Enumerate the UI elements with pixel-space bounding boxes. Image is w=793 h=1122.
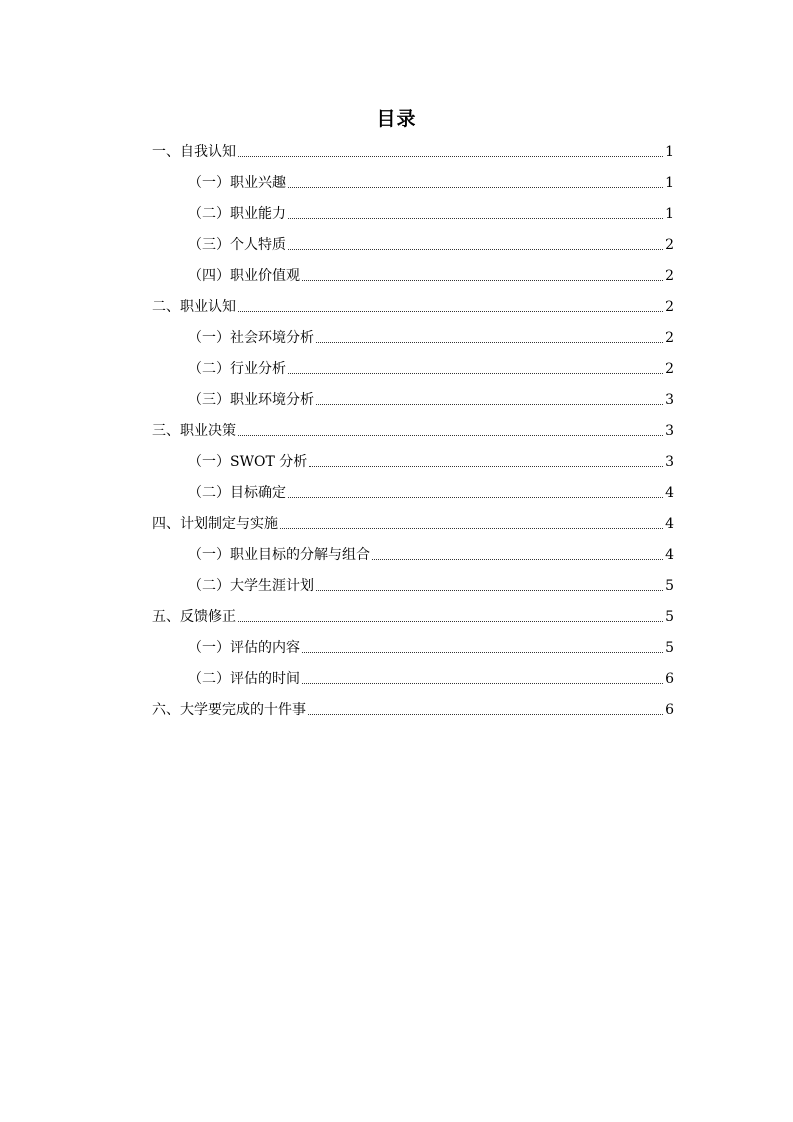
toc-dot-leader bbox=[238, 155, 663, 157]
toc-entry[interactable] bbox=[0, 384, 793, 415]
toc-entry[interactable] bbox=[0, 353, 793, 384]
toc-entry[interactable] bbox=[0, 291, 793, 322]
toc-page-number: 5 bbox=[665, 639, 674, 656]
toc-page-number: 3 bbox=[665, 422, 674, 439]
toc-entry-label: （一）SWOT 分析 bbox=[188, 453, 308, 470]
toc-dot-leader bbox=[288, 217, 663, 219]
toc-page-number: 4 bbox=[665, 546, 674, 563]
toc-dot-leader bbox=[372, 558, 663, 560]
toc-entry-label: 三、职业决策 bbox=[152, 422, 236, 439]
toc-page-number: 6 bbox=[665, 701, 674, 718]
toc-entry-label: （二）评估的时间 bbox=[188, 670, 300, 687]
toc-entry-label: （二）职业能力 bbox=[188, 205, 286, 222]
toc-entry-label: （二）目标确定 bbox=[188, 484, 286, 501]
toc-dot-leader bbox=[302, 279, 663, 281]
toc-entry[interactable] bbox=[0, 322, 793, 353]
toc-entry[interactable] bbox=[0, 415, 793, 446]
toc-entry[interactable] bbox=[0, 198, 793, 229]
toc-page-number: 2 bbox=[665, 236, 674, 253]
toc-dot-leader bbox=[308, 713, 663, 715]
toc-dot-leader bbox=[302, 682, 663, 684]
toc-dot-leader bbox=[288, 186, 663, 188]
toc-entry[interactable] bbox=[0, 539, 793, 570]
toc-dot-leader bbox=[280, 527, 663, 529]
toc-page-number: 3 bbox=[665, 391, 674, 408]
toc-entry-label: （一）职业兴趣 bbox=[188, 174, 286, 191]
toc-entry[interactable] bbox=[0, 694, 793, 725]
toc-dot-leader bbox=[316, 403, 663, 405]
toc-entry[interactable] bbox=[0, 601, 793, 632]
toc-dot-leader bbox=[238, 620, 663, 622]
toc-entry[interactable] bbox=[0, 136, 793, 167]
toc-entry[interactable] bbox=[0, 632, 793, 663]
toc-page-number: 5 bbox=[665, 577, 674, 594]
toc-entry-label: 六、大学要完成的十件事 bbox=[152, 701, 306, 718]
toc-entry-label: （一）职业目标的分解与组合 bbox=[188, 546, 370, 563]
toc-entry[interactable] bbox=[0, 260, 793, 291]
toc-entry[interactable] bbox=[0, 663, 793, 694]
toc-page-number: 4 bbox=[665, 484, 674, 501]
toc-entry-label: 一、自我认知 bbox=[152, 143, 236, 160]
toc-dot-leader bbox=[316, 341, 663, 343]
toc-entry-label: （一）评估的内容 bbox=[188, 639, 300, 656]
toc-dot-leader bbox=[288, 372, 663, 374]
toc-dot-leader bbox=[316, 589, 663, 591]
toc-entry-label: （三）职业环境分析 bbox=[188, 391, 314, 408]
toc-entry-label: 二、职业认知 bbox=[152, 298, 236, 315]
toc-page-number: 1 bbox=[665, 205, 674, 222]
toc-entry-label: 四、计划制定与实施 bbox=[152, 515, 278, 532]
toc-entry[interactable] bbox=[0, 446, 793, 477]
toc-entry-label: （二）行业分析 bbox=[188, 360, 286, 377]
toc-entry[interactable] bbox=[0, 508, 793, 539]
toc-entry[interactable] bbox=[0, 570, 793, 601]
toc-dot-leader bbox=[302, 651, 663, 653]
toc-entry-label: （一）社会环境分析 bbox=[188, 329, 314, 346]
toc-page-number: 3 bbox=[665, 453, 674, 470]
toc-entry-label: （二）大学生涯计划 bbox=[188, 577, 314, 594]
toc-page-number: 1 bbox=[665, 174, 674, 191]
toc-dot-leader bbox=[288, 248, 663, 250]
toc-dot-leader bbox=[238, 310, 663, 312]
toc-page-number: 6 bbox=[665, 670, 674, 687]
toc-page-number: 2 bbox=[665, 329, 674, 346]
toc-entry[interactable] bbox=[0, 477, 793, 508]
toc-page-number: 5 bbox=[665, 608, 674, 625]
table-of-contents bbox=[0, 136, 793, 725]
toc-dot-leader bbox=[238, 434, 663, 436]
toc-page-number: 2 bbox=[665, 360, 674, 377]
toc-entry-label: 五、反馈修正 bbox=[152, 608, 236, 625]
toc-entry[interactable] bbox=[0, 229, 793, 260]
toc-entry[interactable] bbox=[0, 167, 793, 198]
toc-page-number: 4 bbox=[665, 515, 674, 532]
toc-page-number: 1 bbox=[665, 143, 674, 160]
toc-page-number: 2 bbox=[665, 298, 674, 315]
toc-page-number: 2 bbox=[665, 267, 674, 284]
toc-title: 目录 bbox=[376, 108, 417, 130]
toc-entry-label: （三）个人特质 bbox=[188, 236, 286, 253]
toc-dot-leader bbox=[288, 496, 663, 498]
toc-dot-leader bbox=[309, 465, 663, 467]
toc-entry-label: （四）职业价值观 bbox=[188, 267, 300, 284]
